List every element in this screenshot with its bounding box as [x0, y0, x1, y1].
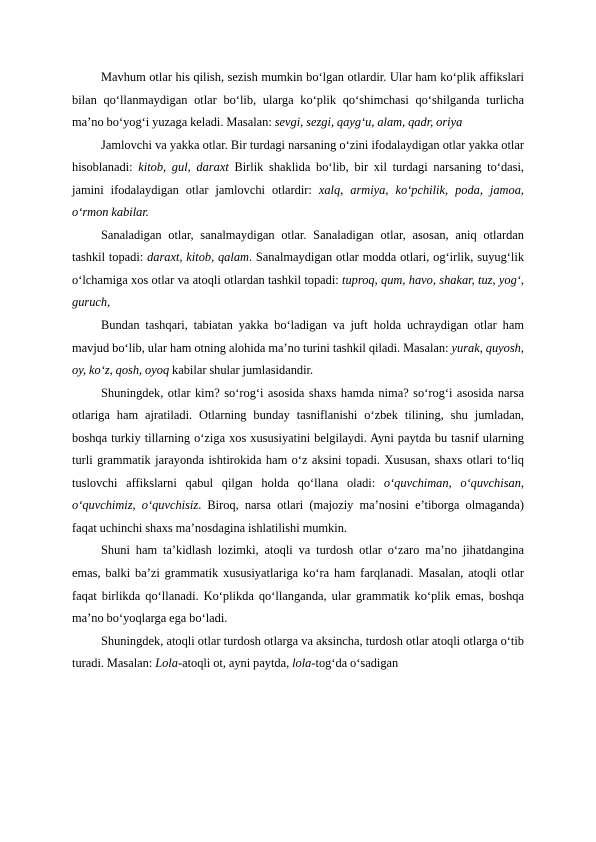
text-segment: -atoqli ot, ayni paytda, — [177, 656, 293, 671]
text-segment: Jamlovchi va yakka otlar. Bir turdagi narsaning o‘zini ifodalaydigan otlar yakka otlar hisoblanadi: — [72, 137, 524, 175]
example-words: yurak, quyosh, oy, ko‘z, qosh, oyoq — [72, 340, 524, 378]
text-segment: Bundan tashqari, tabiatan yakka bo‘ladigan va juft holda uchraydigan otlar ham mavjud bo‘lib, ular ham otning alohida ma’no turini tashkil qiladi. Masalan: — [72, 318, 524, 355]
example-words: lola — [292, 656, 312, 671]
text-segment: Shuningdek, atoqli otlar turdosh otlarga va aksincha, turdosh otlar atoqli otlarga o‘tib turadi. Masalan: — [72, 633, 524, 671]
example-words: sevgi, sezgi, qayg‘u, alam, qadr, oriya — [274, 115, 463, 130]
text-segment: . Biroq, narsa otlari (majoziy ma’nosini e’tiborga olmaganda) faqat uchinchi shaxs ma’nosdagina ishlatilishi mumkin. — [72, 498, 524, 535]
paragraph — [72, 382, 524, 540]
paragraph — [72, 66, 524, 134]
text-segment: . Sanalmaydigan otlar modda otlari, og‘irlik, suyug‘lik o‘lchamiga xos otlar va atoqli otlardan tashkil topadi: — [72, 250, 525, 287]
example-words: daraxt, kitob, qalam — [147, 250, 249, 265]
body-text — [72, 66, 524, 675]
paragraph — [72, 539, 524, 629]
text-segment: -tog‘da o‘sadigan — [311, 656, 399, 671]
paragraph — [72, 630, 524, 675]
example-words: kitob, gul, daraxt — [138, 160, 229, 175]
text-segment: kabilar shular jumlasidandir. — [169, 363, 314, 378]
paragraph — [72, 134, 524, 224]
example-words: Lola — [155, 656, 178, 671]
text-segment: Mavhum otlar his qilish, sezish mumkin bo‘lgan otlardir. Ular ham ko‘plik affikslari bilan qo‘llanmaydigan otlar bo‘lib, ularga ko‘plik qo‘shimchasi qo‘shilganda turlicha ma’no bo‘yog‘i yuzaga keladi. Masalan: — [72, 70, 524, 130]
example-words: tuproq, qum, havo, shakar, tuz, yog‘, guruch, — [72, 272, 524, 310]
text-segment: Shuningdek, otlar kim? so‘rog‘i asosida shaxs hamda nima? so‘rog‘i asosida narsa otlariga ham ajratiladi. Otlarning bunday tasniflanishi o‘zbek tilining, shu jumladan, boshqa turkiy tillarning o‘ziga xos xususiyatini belgilaydi. Ayni paytda bu tasnif ularning turli grammatik jarayonda ishtirokida ham o‘z aksini topadi. Xususan, shaxs otlari to‘liq tuslovchi affikslarni qabul qilgan holda qo‘llana oladi: — [72, 385, 524, 490]
paragraph — [72, 314, 524, 382]
paragraph — [72, 224, 524, 314]
text-segment: Birlik shaklida bo‘lib, bir xil turdagi narsaning to‘dasi, jamini ifodalaydigan otlar jamlovchi otlardir: — [72, 160, 525, 197]
example-words: xalq, armiya, ko‘pchilik, poda, jamoa, o‘rmon kabilar. — [72, 182, 524, 220]
text-segment: Shuni ham ta’kidlash lozimki, atoqli va turdosh otlar o‘zaro ma’no jihatdangina emas, balki ba’zi grammatik xususiyatlariga ko‘ra ham farqlanadi. Masalan, atoqli otlar faqat birlikda qo‘llanadi. Ko‘plikda qo‘llanganda, ular grammatik ko‘plik emas, boshqa ma’no bo‘yoqlarga ega bo‘ladi. — [72, 543, 524, 626]
text-segment: Sanaladigan otlar, sanalmaydigan otlar. Sanaladigan otlar, asosan, aniq otlardan tashkil topadi: — [72, 227, 524, 265]
example-words: o‘quvchiman, o‘quvchisan, o‘quvchimiz, o‘quvchisiz — [72, 475, 525, 513]
